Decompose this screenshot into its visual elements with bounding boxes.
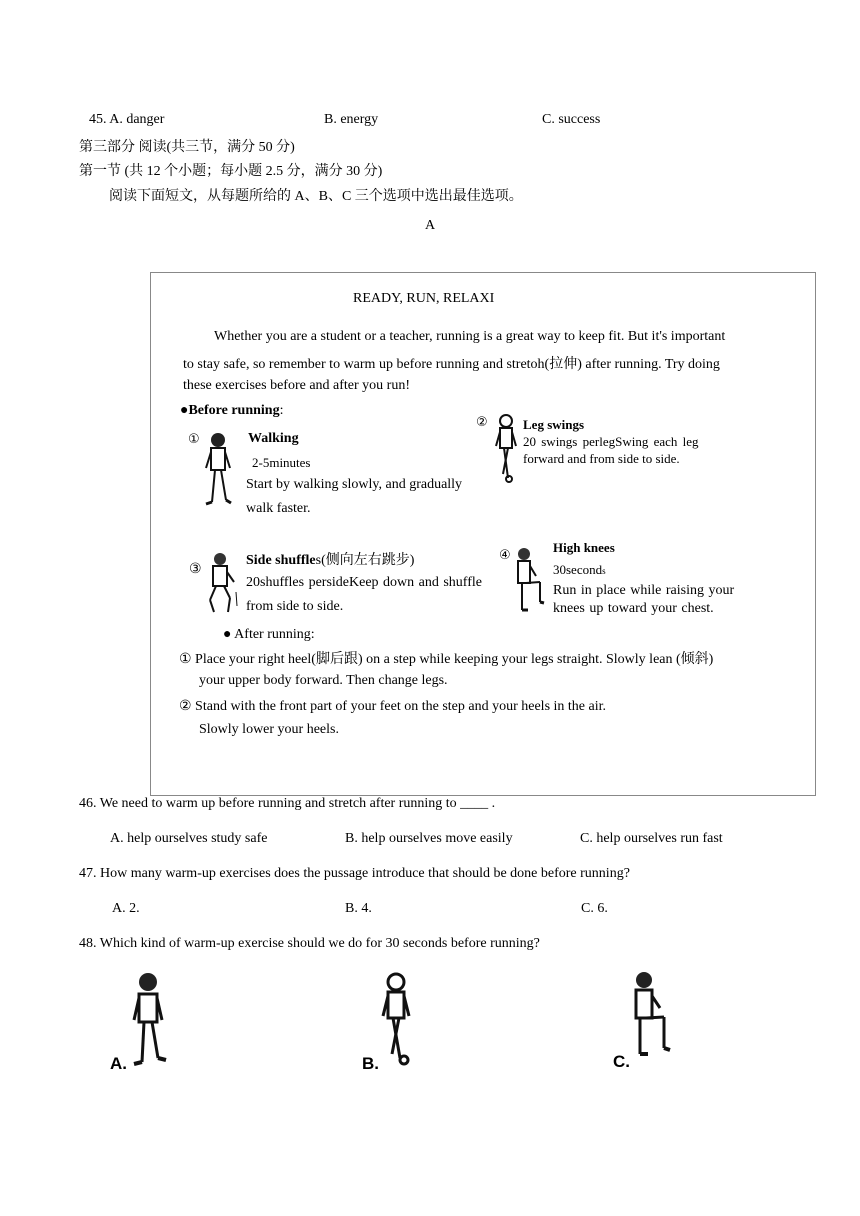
exercise-1-number: ① [188,432,200,447]
q47-option-c: C. 6. [581,901,608,916]
q48-option-b-label[interactable]: B. [362,1054,379,1073]
exercise-4-number: ④ [499,548,511,563]
exercise-3-desc-line2: from side to side. [246,599,344,614]
after-step-2-line1: ② Stand with the front part of your feet on the step and your heels in the air. [179,699,606,714]
q48-option-a-label[interactable]: A. [110,1054,127,1073]
exercise-2-desc-line1: 20 swings perlegSwing each leg [523,434,699,449]
exercise-1-time: 2-5minutes [252,455,311,470]
q47-stem: 47. How many warm-up exercises does the pussage introduce that should be done before running? [79,866,630,881]
exercise-4-title: High knees [553,540,615,555]
section-sub: 第一节 (共 12 个小题；每小题 2.5 分，满分 30 分) [79,164,383,179]
leg-swings-figure-icon [491,412,521,484]
walking-figure-icon [201,430,235,508]
q45-option-c: C. success [542,112,601,127]
after-step-1-line2: your upper body forward. Then change legs. [199,673,448,688]
exercise-3-number: ③ [189,561,202,577]
q48-option-c-high-knees-icon [624,970,674,1062]
q48-stem: 48. Which kind of warm-up exercise should we do for 30 seconds before running? [79,936,540,951]
after-step-1-line1: ① Place your right heel(脚后跟) on a step while keeping your legs straight. Slowly lean (倾斜) [179,652,714,667]
exercise-3-title: Side shuffles(侧向左右跳步) [246,553,415,568]
q47-option-b: B. 4. [345,901,372,916]
exercise-4-time: 30seconds [553,562,606,577]
section-instruction: 阅读下面短文，从每题所给的 A、B、C 三个选项中选出最佳选项。 [109,189,523,204]
q46-option-a: A. help ourselves study safe [110,831,268,846]
passage-intro-line3: these exercises before and after you run! [183,378,411,393]
exercise-2-number: ② [476,415,488,430]
passage-letter: A [425,218,436,233]
before-running-heading: ●Before running: [180,403,284,418]
q48-option-b-leg-swing-icon [374,970,418,1070]
high-knees-figure-icon [512,546,546,616]
q45-option-a: 45. A. danger [89,112,165,127]
exercise-4-desc-line1: Run in place while raising your [553,583,735,598]
q46-option-c: C. help ourselves run fast [580,831,723,846]
q48-option-c-label[interactable]: C. [613,1052,630,1071]
passage-intro-line1: Whether you are a student or a teacher, running is a great way to keep fit. But it's important [214,329,726,344]
after-step-2-line2: Slowly lower your heels. [199,722,339,737]
side-shuffle-figure-icon [204,550,240,616]
exercise-2-title: Leg swings [523,417,585,432]
q46-stem: 46. We need to warm up before running and stretch after running to ____ . [79,796,496,811]
exercise-1-desc-line1: Start by walking slowly, and gradually [246,477,463,492]
exercise-2-desc-line2: forward and from side to side. [523,451,680,466]
after-running-heading: ● After running: [223,627,315,642]
exercise-3-desc-line1: 20shuffles persideKeep down and shuffle [246,575,482,590]
q47-option-a: A. 2. [112,901,140,916]
passage-intro-line2: to stay safe, so remember to warm up before running and stretoh(拉伸) after running. Try doing [183,357,720,372]
q45-option-b: B. energy [324,112,379,127]
exercise-1-desc-line2: walk faster. [246,501,311,516]
exercise-4-desc-line2: knees up toward your chest. [553,601,714,616]
section-part: 第三部分 阅读(共三节，满分 50 分) [79,140,295,155]
q48-option-a-walking-icon [124,970,172,1070]
q46-option-b: B. help ourselves move easily [345,831,513,846]
passage-box [150,272,816,796]
exercise-1-title: Walking [248,431,299,446]
passage-title: READY, RUN, RELAXI [353,291,495,306]
